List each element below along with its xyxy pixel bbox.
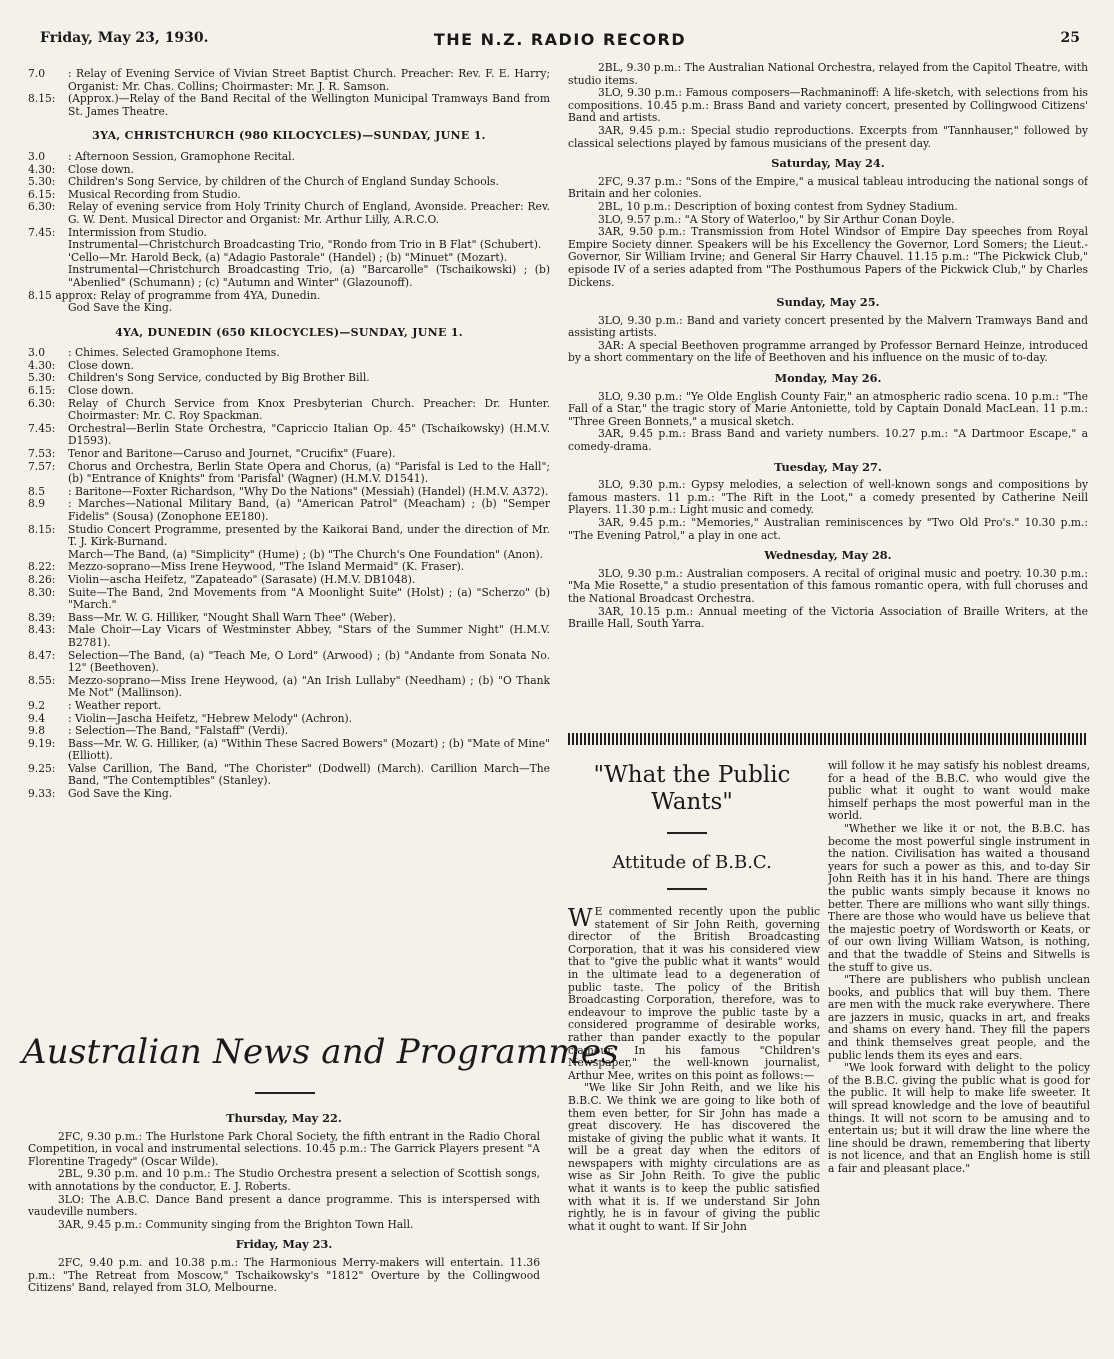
day-heading: Wednesday, May 28. (764, 548, 892, 563)
program-text: Close down. (68, 162, 134, 176)
program-item (28, 347, 550, 360)
items-3ya (28, 151, 550, 315)
program-time: 3.0 (28, 346, 45, 360)
program-item (28, 239, 550, 252)
program-paragraph: 3AR, 9.45 p.m.: Brass Band and variety numbers. 10.27 p.m.: "A Dartmoor Escape," a comedy-drama. (568, 427, 1088, 454)
program-item (28, 385, 550, 398)
program-time: 8.47: (28, 648, 56, 662)
program-text: Suite—The Band, 2nd Movements from "A Moonlight Suite" (Holst) ; (a) "Scherzo" (b) "March." (68, 585, 550, 612)
program-text: Close down. (68, 358, 134, 372)
article-title: "What the Public Wants" (593, 762, 791, 815)
program-time: 7.53: (28, 447, 56, 461)
program-text: Selection—The Band, (a) "Teach Me, O Lord" (Arwood) ; (b) "Andante from Sonata No. 12" (Beethoven). (68, 648, 550, 675)
program-time (28, 264, 68, 289)
program-text: Chorus and Orchestra, Berlin State Opera and Chorus, (a) "Parisfal is Led to the Hall"; (b) "Entrance of Knights" from 'Parisfal' (Wagner) (H.M.V. D1541). (68, 459, 550, 486)
program-time: 8.9 (28, 497, 45, 511)
program-paragraph: 3AR, 9.45 p.m.: "Memories," Australian reminiscences by "Two Old Pro's." 10.30 p.m.: "The Evening Patrol," a play in one act. (568, 516, 1088, 542)
program-item (28, 763, 550, 788)
article-column-b (828, 760, 1090, 1340)
program-time: 8.39: (28, 610, 56, 624)
program-paragraph: 3AR, 9.45 p.m.: Community singing from the Brighton Town Hall. (58, 1217, 414, 1231)
program-paragraph: 3LO, 9.57 p.m.: "A Story of Waterloo," by Sir Arthur Conan Doyle. (598, 212, 955, 226)
heading-3ya: 3YA, CHRISTCHURCH (980 KILOCYCLES)—SUNDAY, JUNE 1. (92, 129, 486, 143)
header-title: THE N.Z. RADIO RECORD (433, 30, 687, 49)
program-paragraph: 3LO, 9.30 p.m.: Famous composers—Rachmaninoff: A life-sketch, with selections from his compositions. 10.45 p.m.: Brass Band and variety concert, presented by Collingwood Citizens' Band and artists. (568, 86, 1088, 125)
day-heading: Thursday, May 22. (226, 1111, 342, 1125)
program-item (28, 675, 550, 700)
program-text: : Chimes. Selected Gramophone Items. (68, 346, 280, 360)
program-paragraph: 2BL, 9.30 p.m.: The Australian National Orchestra, relayed from the Capitol Theatre, with studio items. (568, 62, 1088, 87)
program-paragraph: 3LO, 9.30 p.m.: Band and variety concert presented by the Malvern Tramways Band and assisting artists. (568, 313, 1088, 340)
program-paragraph: 3LO, 9.30 p.m.: Gypsy melodies, a selection of well-known songs and compositions by famous masters. 11 p.m.: "The Rift in the Loot," a comedy presented by Catherine Neill Players. 11.30 p.m.: Light music and comedy. (568, 478, 1088, 517)
program-time: 9.4 (28, 711, 45, 725)
program-item (28, 461, 550, 486)
program-time: 9.2 (28, 698, 45, 712)
program-item (28, 624, 550, 649)
program-text: Bass—Mr. W. G. Hilliker, (a) "Within These Sacred Bowers" (Mozart) ; (b) "Mate of Mine" (Elliott). (68, 736, 550, 763)
program-time: 8.26: (28, 572, 56, 586)
program-time: 8.22: (28, 560, 56, 574)
program-time: 8.5 (28, 484, 45, 498)
program-time: 9.33: (28, 787, 56, 801)
article-subtitle: Attitude of B.B.C. (612, 852, 772, 873)
program-time: 8.30: (28, 585, 56, 599)
program-time: 7.45: (28, 421, 56, 435)
right-days (568, 157, 1088, 631)
program-paragraph: 3LO: The A.B.C. Dance Band present a dance programme. This is interspersed with vaudeville numbers. (28, 1192, 540, 1219)
program-text: Musical Recording from Studio. (68, 187, 241, 201)
day-heading: Tuesday, May 27. (774, 459, 882, 474)
program-text: : Afternoon Session, Gramophone Recital. (68, 149, 295, 163)
program-time: 9.8 (28, 724, 45, 738)
page-header (40, 30, 1080, 52)
program-text: : Selection—The Band, "Falstaff" (Verdi). (68, 724, 289, 738)
wellington-items (28, 68, 550, 118)
program-item (28, 264, 550, 289)
program-time: 5.30: (28, 175, 56, 189)
program-item (28, 725, 550, 738)
program-time: 8.15: (28, 92, 56, 106)
program-text: Relay of evening service from Holy Trinity Church of England, Avonside. Preacher: Rev. G. W. Dent. Musical Director and Organist: Mr. Arthur Lilly, A.R.C.O. (68, 200, 550, 226)
article-paragraph: W E commented recently upon the public statement of Sir John Reith, governing director of the British Broadcasting Corporation, that it was his considered view that to "give the public what it wants" would in the ultimate lead to a degeneration of public taste. The policy of the British Broadcasting Corporation, therefore, was to endeavour to improve the public taste by a considered programme of desirable works, rather than pander exactly to the popular clamour. In his famous "Children's Newspaper," the well-known journalist, Arthur Mee, writes on this point as follows:— (568, 906, 820, 1082)
program-text: God Save the King. (68, 301, 173, 315)
program-time: 5.30: (28, 371, 56, 385)
program-item (28, 738, 550, 763)
article-paragraph: "We like Sir John Reith, and we like his B.B.C. We think we are going to like both of them even better, for Sir John has made a great discovery. He has discovered the mistake of giving the public what it wants. It will be a great day when the editors of newspapers with mighty circulations are as wise as Sir John Reith. To give the public what it wants is to keep the public satisfied with what it is. If we understand Sir John rightly, he is in favour of giving the public what it ought to want. If Sir John (568, 1081, 820, 1233)
article-paragraph: will follow it he may satisfy his noblest dreams, for a head of the B.B.C. who would give the public what it ought to want would make himself perhaps the most powerful man in the world. (828, 760, 1090, 823)
article-paragraph: "There are publishers who publish unclean books, and publics that will buy them. There are men with the muck rake everywhere. There are jazzers in music, quacks in art, and freaks and shams on every hand. They fill the papers and think themselves great people, and the public lends them its eyes and ears. (828, 973, 1090, 1062)
program-time: 9.25: (28, 761, 56, 775)
program-text: Instrumental—Christchurch Broadcasting Trio, "Rondo from Trio in B Flat" (Schubert). (68, 238, 542, 252)
program-item (28, 574, 550, 587)
program-item (28, 201, 550, 226)
program-time: 8.15: (28, 522, 56, 536)
article-paragraph: "Whether we like it or not, the B.B.C. has become the most powerful single instrument in the nation. Civilisation has waited a thousand years for such a power as this, and to-day Sir John Reith has it in his hand. There are things the public wants simply because it knows no better. There are millions who want silly things. There are those who would have us believe that the majestic poetry of Wordsworth or Keats, or of our own living William Watson, is nothing, and that the twaddle of Steins and Sitwells is the stuff to give us. (828, 821, 1090, 974)
program-time: 7.0 (28, 68, 45, 80)
program-time: 3.0 (28, 149, 45, 163)
program-time (28, 302, 68, 315)
day-heading: Friday, May 23. (235, 1237, 333, 1252)
program-item (28, 524, 550, 549)
items-4ya (28, 347, 550, 800)
program-time: 4.30: (28, 162, 56, 176)
program-item (28, 398, 550, 423)
left-column (28, 68, 550, 1008)
day-heading: Saturday, May 24. (771, 156, 885, 171)
right-intro (568, 62, 1088, 150)
day-heading: Sunday, May 25. (776, 295, 880, 310)
header-date: Friday, May 23, 1930. (40, 30, 209, 46)
program-text: Male Choir—Lay Vicars of Westminster Abbey, "Stars of the Summer Night" (H.M.V. B2781). (68, 623, 550, 649)
program-time: 4.30: (28, 358, 56, 372)
program-text: March—The Band, (a) "Simplicity" (Hume) ; (b) "The Church's One Foundation" (Anon). (68, 547, 544, 561)
program-item (28, 448, 550, 461)
program-paragraph: 2BL, 10 p.m.: Description of boxing contest from Sydney Stadium. (598, 199, 958, 213)
day-heading: Monday, May 26. (774, 371, 882, 386)
program-paragraph: 3LO, 9.30 p.m.: Australian composers. A recital of original music and poetry. 10.30 p.m.: "Ma Mie Rosette," a studio presentation of this famous romantic opera, with full choruses and the National Broadcast Orchestra. (568, 566, 1088, 605)
program-text: : Violin—Jascha Heifetz, "Hebrew Melody" (Achron). (68, 711, 353, 725)
program-item (28, 93, 550, 118)
program-text: Orchestral—Berlin State Orchestra, "Capriccio Italian Op. 45" (Tschaikowsky) (H.M.V. D1593). (68, 421, 550, 448)
program-item (28, 650, 550, 675)
program-item (28, 151, 550, 164)
program-paragraph: 3AR, 9.50 p.m.: Transmission from Hotel Windsor of Empire Day speeches from Royal Empire Society dinner. Speakers will be his Excellency the Governor, Lord Somers; the Lieut.-Governor, Sir William Irvine; and General Sir Harry Chauvel. 11.15 p.m.: "The Pickwick Club," episode IV of a series adapted from "The Posthumous Papers of the Pickwick Club," by Charles Dickens. (568, 225, 1088, 289)
program-time: 7.57: (28, 459, 56, 473)
program-text: Close down. (68, 384, 134, 398)
program-text: : Marches—National Military Band, (a) "American Patrol" (Meacham) ; (b) "Semper Fidelis" (Sousa) (Zonophone EE180). (68, 497, 550, 523)
program-text: Intermission from Studio. (68, 225, 207, 239)
title-rule (255, 1092, 315, 1094)
program-text: Mezzo-soprano—Miss Irene Heywood, (a) "An Irish Lullaby" (Needham) ; (b) "O Thank Me Not" (Mallinson). (68, 673, 550, 700)
article-rule-1 (667, 832, 707, 834)
program-item (28, 700, 550, 713)
program-item (28, 587, 550, 612)
program-paragraph: 2BL, 9.30 p.m. and 10 p.m.: The Studio Orchestra present a selection of Scottish songs, with annotations by the conductor, E. J. Roberts. (28, 1167, 540, 1193)
australian-days (28, 1105, 540, 1345)
program-time (28, 239, 68, 252)
program-text: Violin—ascha Heifetz, "Zapateado" (Sarasate) (H.M.V. DB1048). (68, 572, 416, 586)
program-paragraph: 3LO, 9.30 p.m.: "Ye Olde English County Fair," an atmospheric radio scena. 10 p.m.: "The Fall of a Star," the tragic story of Marie Antoniette, told by Captain Donald MacLean. 11 p.m.: "Three Green Bonnets," a musical sketch. (568, 389, 1088, 428)
program-text: God Save the King. (68, 787, 173, 801)
article-rule-2 (667, 888, 707, 890)
program-paragraph: 2FC, 9.37 p.m.: "Sons of the Empire," a musical tableau introducing the national songs of Britain and her colonies. (568, 174, 1088, 201)
program-text: 'Cello—Mr. Harold Beck, (a) "Adagio Pastorale" (Handel) ; (b) "Minuet" (Mozart). (68, 250, 508, 264)
article-paragraph: "We look forward with delight to the policy of the B.B.C. giving the public what is good for the public. It will help to make life sweeter. It will spread knowledge and the love of beautiful things. It will not scorn to be amusing and to entertain us; but it will draw the line where the line should be drawn, remembering that liberty is not licence, and that an English home is still a fair and pleasant place." (828, 1061, 1090, 1175)
program-item (28, 302, 550, 315)
program-text: Instrumental—Christchurch Broadcasting Trio, (a) "Barcarolle" (Tschaikowski) ; (b) "Abenlied" (Schumann) ; (c) "Autumn and Winter" (Glazounoff). (68, 263, 550, 289)
program-time (28, 252, 68, 265)
right-column (568, 62, 1088, 738)
program-text: Bass—Mr. W. G. Hilliker, "Nought Shall Warn Thee" (Weber). (68, 610, 396, 624)
program-time: 9.19: (28, 736, 56, 750)
heading-4ya: 4YA, DUNEDIN (650 KILOCYCLES)—SUNDAY, JUNE 1. (115, 325, 463, 339)
article-column-a (568, 906, 820, 1338)
program-time: 8.15 approx: (28, 288, 97, 302)
program-paragraph: 3AR, 9.45 p.m.: Special studio reproductions. Excerpts from "Tannhauser," followed by classical selections played by famous musicians of the present day. (568, 123, 1088, 150)
program-time: 8.55: (28, 673, 56, 687)
program-text: : Weather report. (68, 698, 162, 712)
program-text: Relay of Church Service from Knox Presbyterian Church. Preacher: Dr. Hunter. Choirmaster: Mr. C. Roy Spackman. (68, 396, 550, 423)
program-text: Studio Concert Programme, presented by the Kaikorai Band, under the direction of Mr. T. J. Kirk-Burnand. (68, 522, 550, 549)
program-paragraph: 2FC, 9.40 p.m. and 10.38 p.m.: The Harmonious Merry-makers will entertain. 11.36 p.m.: "The Retreat from Moscow," Tschaikowsky's "1812" Overture by the Collingwood Citizens' Band, relayed from 3LO, Melbourne. (28, 1255, 540, 1295)
program-paragraph: 3AR, 10.15 p.m.: Annual meeting of the Victoria Association of Braille Writers, at the Braille Hall, South Yarra. (568, 604, 1088, 631)
program-text: Relay of programme from 4YA, Dunedin. (100, 288, 321, 302)
program-text: Children's Song Service, conducted by Big Brother Bill. (68, 371, 370, 385)
program-time: 6.30: (28, 396, 56, 410)
page-number: 25 (1060, 30, 1080, 46)
program-paragraph: 3AR: A special Beethoven programme arranged by Professor Bernard Heinze, introduced by a short commentary on the life of Beethoven and his influence on the music of to-day. (568, 338, 1088, 365)
program-time: 8.43: (28, 623, 56, 637)
program-item (28, 498, 550, 523)
program-text: Tenor and Baritone—Caruso and Journet, "Crucifix" (Fuare). (68, 447, 396, 461)
program-paragraph: 2FC, 9.30 p.m.: The Hurlstone Park Choral Society, the fifth entrant in the Radio Choral Competition, in vocal and instrumental selections. 10.45 p.m.: The Garrick Players present "A Florentine Tragedy" (Oscar Wilde). (28, 1129, 540, 1168)
program-time: 6.15: (28, 187, 56, 201)
program-text: (Approx.)—Relay of the Band Recital of the Wellington Municipal Tramways Band from St. James Theatre. (68, 92, 550, 118)
program-text: Children's Song Service, by children of the Church of England Sunday Schools. (68, 175, 499, 189)
program-text: : Baritone—Foxter Richardson, "Why Do the Nations" (Messiah) (Handel) (H.M.V. A372). (68, 484, 549, 498)
divider-bars (568, 733, 1088, 745)
program-text: Mezzo-soprano—Miss Irene Heywood, "The Island Mermaid" (K. Fraser). (68, 560, 465, 574)
program-text: : Relay of Evening Service of Vivian Street Baptist Church. Preacher: Rev. F. E. Harry; Organist: Mr. Chas. Collins; Choirmaster: Mr. J. R. Samson. (68, 68, 550, 93)
drop-cap: W (568, 906, 593, 932)
program-item (28, 68, 550, 93)
australian-title: Australian News and Programmes (22, 1032, 619, 1072)
program-item (28, 176, 550, 189)
program-item (28, 423, 550, 448)
program-time: 6.30: (28, 200, 56, 214)
program-time: 7.45: (28, 225, 56, 239)
program-time: 6.15: (28, 384, 56, 398)
program-item (28, 788, 550, 801)
program-text: Valse Carillion, The Band, "The Chorister" (Dodwell) (March). Carillion March—The Band, "The Contemptibles" (Stanley). (68, 761, 550, 788)
